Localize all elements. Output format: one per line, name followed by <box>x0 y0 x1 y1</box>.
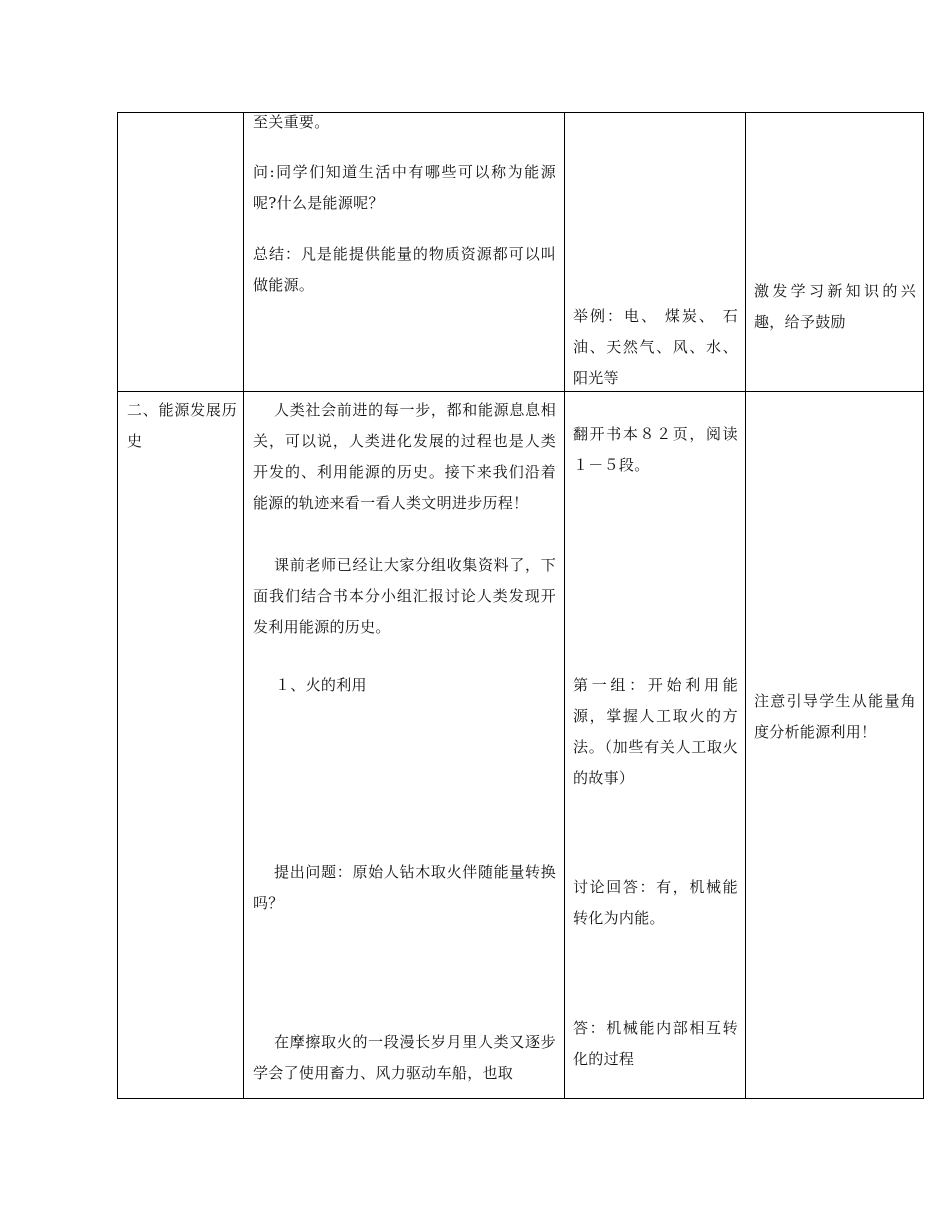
paragraph: 注意引导学生从能量角度分析能源利用！ <box>754 692 916 741</box>
row2-student-cell <box>565 392 746 1099</box>
paragraph: 人类社会前进的每一步，都和能源息息相关，可以说，人类进化发展的过程也是人类开发的、利用能源的历史。接下来我们沿着能源的轨迹来看一看人类文明进步历程！ <box>253 401 556 512</box>
section-heading: １、火的利用 <box>275 676 367 694</box>
paragraph: 举例：电、 煤炭、 石油、天然气、风、水、阳光等 <box>573 307 738 387</box>
paragraph: 提出问题：原始人钻木取火伴随能量转换吗？ <box>253 863 556 912</box>
paragraph: 答：机械能内部相互转化的过程 <box>573 1019 738 1068</box>
paragraph: 第一组：开始利用能源，掌握人工取火的方法。（加些有关人工取火的故事） <box>573 676 738 787</box>
table-row <box>118 392 924 1099</box>
row2-intent-cell <box>746 392 924 1099</box>
paragraph: 总结：凡是能提供能量的物质资源都可以叫做能源。 <box>253 245 556 294</box>
paragraph: 讨论回答：有，机械能转化为内能。 <box>573 878 738 927</box>
row1-teacher-cell <box>244 113 565 392</box>
paragraph: 在摩擦取火的一段漫长岁月里人类又逐步学会了使用畜力、风力驱动车船，也取 <box>253 1033 556 1082</box>
row2-teacher-cell <box>244 392 565 1099</box>
row1-stage-cell <box>118 113 244 392</box>
row1-intent-cell <box>746 113 924 392</box>
row1-student-cell <box>565 113 746 392</box>
lesson-plan-table <box>117 112 924 1099</box>
paragraph: 至关重要。 <box>253 113 330 131</box>
paragraph: 翻开书本８２页，阅读１－５段。 <box>573 425 738 474</box>
paragraph: 课前老师已经让大家分组收集资料了，下面我们结合书本分小组汇报讨论人类发现开发利用能源的历史。 <box>253 556 556 636</box>
table-row <box>118 113 924 392</box>
intent-text: 激发学习新知识的兴趣，给予鼓励 <box>754 282 916 331</box>
stage-title: 二、能源发展历史 <box>127 401 237 450</box>
row2-stage-cell <box>118 392 244 1099</box>
paragraph <box>754 276 916 338</box>
paragraph: 问:同学们知道生活中有哪些可以称为能源呢?什么是能源呢？ <box>253 163 556 212</box>
